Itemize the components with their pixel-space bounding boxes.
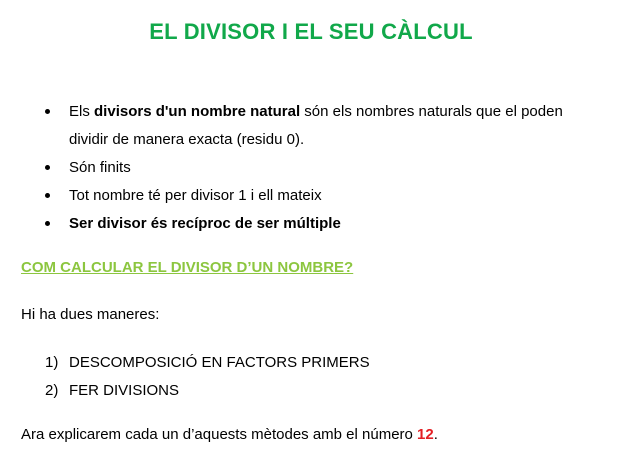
definition-bullet-list — [0, 98, 622, 238]
bullet-dot-icon — [45, 221, 50, 226]
bullet-text-bold: Ser divisor és recíproc de ser múltiple — [69, 215, 341, 232]
bullet-text: Tot nombre té per divisor 1 i ell mateix — [69, 187, 322, 204]
method-label: FER DIVISIONS — [69, 382, 180, 399]
bullet-dot-icon — [45, 109, 50, 114]
bullet-text-suffix: són els nombres naturals que el poden dividir de manera exacta (residu 0). — [69, 103, 563, 148]
bullet-dot-icon — [45, 165, 50, 170]
bullet-text: Són finits — [69, 159, 131, 176]
highlight-number: 12 — [417, 426, 434, 443]
method-item-divisions — [0, 377, 622, 405]
page-title: EL DIVISOR I EL SEU CÀLCUL — [149, 19, 473, 44]
section-heading: COM CALCULAR EL DIVISOR D’UN NOMBRE? — [21, 259, 354, 276]
methods-list — [0, 349, 622, 405]
bullet-text-bold: divisors d'un nombre natural — [94, 103, 301, 120]
method-label: DESCOMPOSICIÓ EN FACTORS PRIMERS — [69, 354, 370, 371]
closing-text — [21, 426, 438, 443]
bullet-item-reciprocal — [0, 210, 622, 238]
intro-text: Hi ha dues maneres: — [21, 306, 160, 323]
closing-sentence: Ara explicarem cada un d’aquests mètodes amb el número — [21, 426, 418, 443]
method-item-factorization — [0, 349, 622, 377]
method-number: 2) — [45, 382, 59, 399]
bullet-item-definition — [0, 98, 622, 154]
bullet-dot-icon — [45, 193, 50, 198]
bullet-text-prefix: Els — [69, 103, 95, 120]
bullet-item-finite — [0, 154, 622, 182]
closing-end: . — [433, 426, 438, 443]
bullet-item-one-and-itself — [0, 182, 622, 210]
method-number: 1) — [45, 354, 59, 371]
